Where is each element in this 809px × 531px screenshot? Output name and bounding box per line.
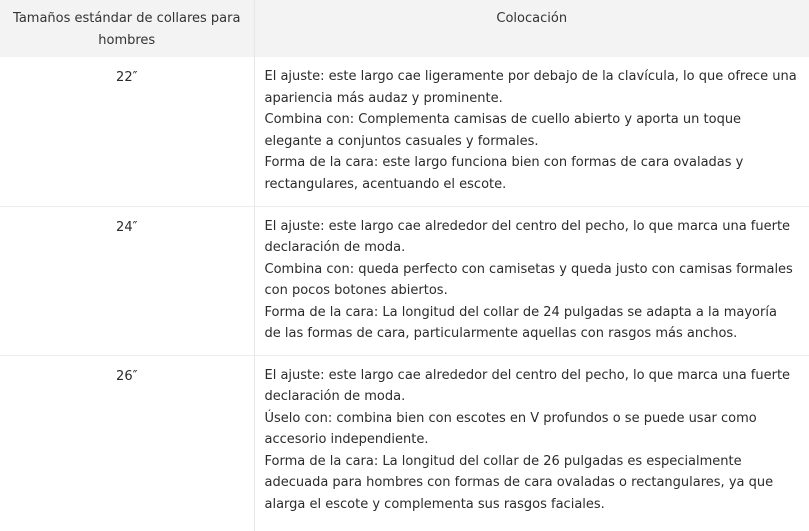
table-row: [0, 206, 809, 355]
size-cell: 22″: [0, 57, 254, 206]
placement-cell: [254, 57, 809, 206]
fit-text: El ajuste: este largo cae alrededor del centro del pecho, lo que marca una fuerte declaración de moda.: [264, 367, 791, 404]
face-shape-text: Forma de la cara: La longitud del collar de 24 pulgadas se adapta a la mayoría de las formas de cara, particularmente aquellas con rasgos más anchos.: [264, 304, 777, 341]
fit-text: El ajuste: este largo cae alrededor del centro del pecho, lo que marca una fuerte declaración de moda.: [264, 218, 791, 255]
face-shape-text: Forma de la cara: este largo funciona bien con formas de cara ovaladas y rectangulares, acentuando el escote.: [264, 155, 744, 192]
size-cell: 26″: [0, 355, 254, 531]
header-row: [0, 0, 809, 57]
placement-cell: [254, 355, 809, 531]
header-sizes: Tamaños estándar de collares para hombres: [0, 0, 254, 57]
pairing-text: Combina con: Complementa camisas de cuello abierto y aporta un toque elegante a conjuntos casuales y formales.: [264, 112, 742, 149]
face-shape-text: Forma de la cara: La longitud del collar de 26 pulgadas es especialmente adecuada para hombres con formas de cara ovaladas o rectangulares, ya que alarga el escote y complementa sus rasgos faciales.: [264, 453, 774, 512]
fit-text: El ajuste: este largo cae ligeramente por debajo de la clavícula, lo que ofrece una apariencia más audaz y prominente.: [264, 69, 797, 106]
table-row: [0, 57, 809, 206]
size-cell: 24″: [0, 206, 254, 355]
table-row: [0, 355, 809, 531]
placement-cell: [254, 206, 809, 355]
pairing-text: Combina con: queda perfecto con camisetas y queda justo con camisas formales con pocos botones abiertos.: [264, 261, 793, 298]
header-placement: Colocación: [254, 0, 809, 57]
pairing-text: Úselo con: combina bien con escotes en V profundos o se puede usar como accesorio independiente.: [264, 410, 757, 447]
